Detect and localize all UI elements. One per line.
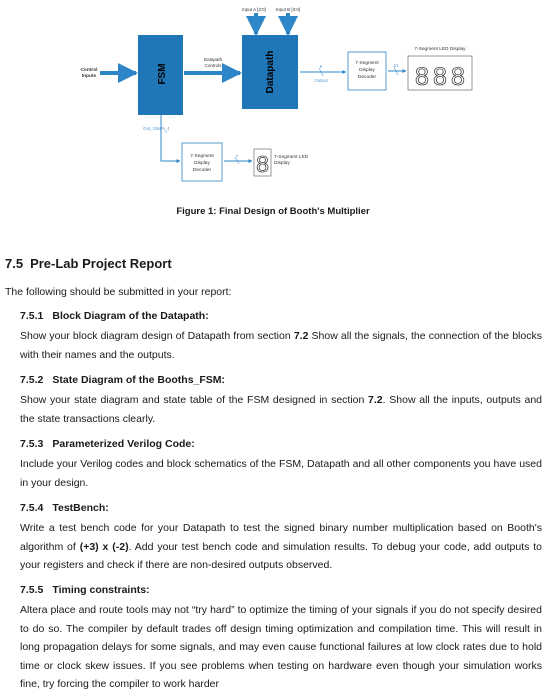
svg-text:Decoder: Decoder <box>192 168 212 173</box>
section-number: 7.5 <box>5 256 24 271</box>
seven-segment-led-display-top <box>408 56 472 91</box>
intro-text: The following should be submitted in your report: <box>5 286 232 298</box>
figure-caption: Figure 1: Final Design of Booth's Multiplier <box>176 206 370 217</box>
output-label: Output <box>314 78 328 83</box>
subsection-heading: 7.5.1 Block Diagram of the Datapath: <box>20 310 209 322</box>
control-inputs-label: Control <box>80 68 98 73</box>
decoder-top-label: 7-Segment <box>355 61 379 66</box>
svg-text:8: 8 <box>415 63 429 91</box>
datapath-controls-label: Datapath <box>203 57 223 62</box>
bus-width-8: 8 <box>319 64 323 69</box>
subsection-verilog-code <box>20 437 542 492</box>
svg-text:Controls: Controls <box>204 63 222 68</box>
led-bottom-label: 7-Segment LED <box>274 155 309 160</box>
block-diagram <box>0 0 546 200</box>
svg-text:Display: Display <box>274 161 290 166</box>
seven-segment-led-display-bottom <box>254 149 271 177</box>
input-a-label: Input A [3:0] <box>242 7 266 12</box>
fsm-label: FSM <box>157 63 168 85</box>
section-heading <box>5 256 172 271</box>
subsection-heading: 7.5.3 Parameterized Verilog Code: <box>20 438 195 450</box>
out-state-label: Out_State <box>143 126 164 131</box>
subsection-body: Show your block diagram design of Datapath from section 7.2 Show all the signals, the connection of the blocks with their names and the outputs. <box>20 330 542 361</box>
bus-width-21: 21 <box>393 63 399 68</box>
subsection-body: Include your Verilog codes and block schematics of the FSM, Datapath and all other components you have used in your design. <box>20 458 542 489</box>
input-b-label: Input B [3:0] <box>275 7 301 12</box>
subsection-body: Show your state diagram and state table of the FSM designed in section 7.2. Show all the inputs, outputs and the state transactions clearly. <box>20 394 542 425</box>
subsection-heading: 7.5.2 State Diagram of the Booths_FSM: <box>20 374 226 386</box>
led-top-label: 7-Segment LED Display <box>414 47 466 52</box>
bus-width-7: 7 <box>235 154 239 159</box>
subsection-state-diagram <box>20 373 542 428</box>
subsection-body: Write a test bench code for your Datapath to test the signed binary number multiplication based on Booth's algorithm of (+3) x (-2). Add your test bench code and simulation results. To debug your code, add outputs to your registers and check if there are non-desired outputs observed. <box>20 522 543 571</box>
subsection-heading: 7.5.4 TestBench: <box>20 502 109 514</box>
subsection-block-diagram <box>20 309 542 364</box>
subsection-heading: 7.5.5 Timing constraints: <box>20 584 150 596</box>
decoder-bottom-label: 7-Segment <box>190 154 214 159</box>
svg-text:Display: Display <box>194 161 210 166</box>
subsection-body: Altera place and route tools may not “try hard” to optimize the timing of your signals if you do not specify desired to do so. The compiler by default trades off design timing optimization and compilation time. This will result in long propagation delays for some signals, and may even cause functional failures at low clock rates due to hold time or clock skew issues. If you see problems when testing on hardware even though your simulation works fine, try forcing the compiler to work harder <box>20 604 542 690</box>
subsection-testbench <box>20 501 542 575</box>
svg-text:Decoder: Decoder <box>357 75 377 80</box>
section-title: Pre-Lab Project Report <box>30 256 172 271</box>
out-state-wire <box>161 115 180 161</box>
datapath-label: Datapath <box>265 50 276 94</box>
bus-width-4: 4 <box>167 126 170 131</box>
svg-text:Display: Display <box>359 68 375 73</box>
svg-text:8: 8 <box>433 63 447 91</box>
svg-text:8: 8 <box>451 63 465 91</box>
subsection-timing-constraints <box>20 583 542 694</box>
svg-text:Inputs: Inputs <box>81 74 97 79</box>
svg-text:8: 8 <box>256 151 269 177</box>
